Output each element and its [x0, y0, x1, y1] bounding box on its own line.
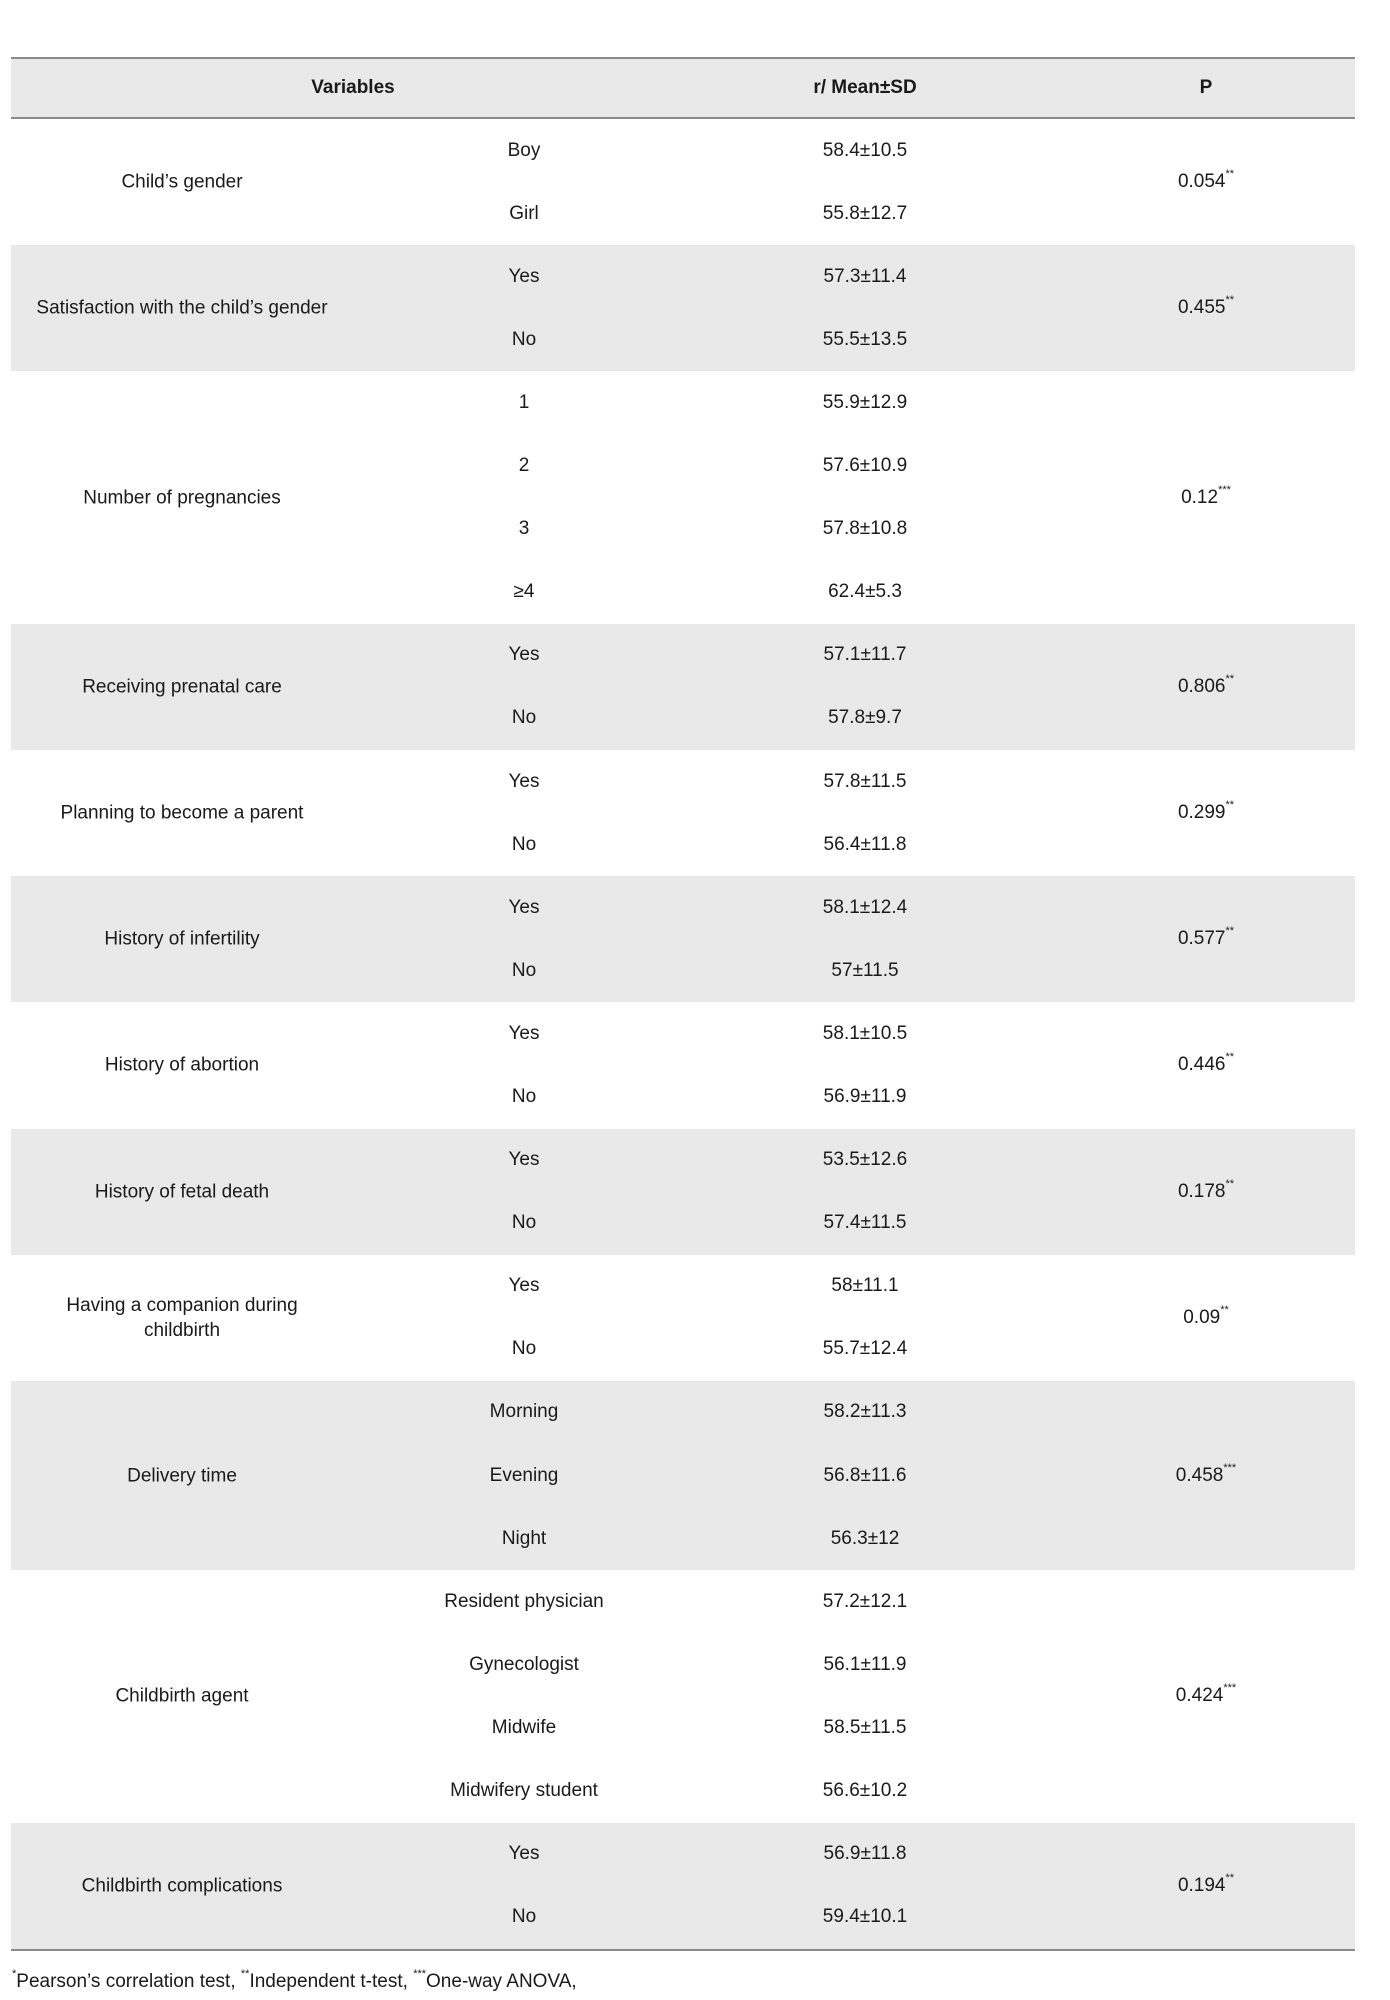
- level-label: Yes: [508, 1022, 540, 1044]
- p-value-test-mark: ***: [1223, 1682, 1237, 1695]
- variable-label: Delivery time: [127, 1465, 237, 1487]
- mean-sd-value: 58.2±11.3: [823, 1401, 907, 1423]
- level-label: Boy: [507, 139, 541, 161]
- table-row-group: [11, 1823, 1355, 1949]
- level-label: Yes: [508, 770, 540, 792]
- p-value-test-mark: **: [1225, 799, 1235, 812]
- level-label: Resident physician: [444, 1590, 604, 1612]
- level-label: No: [511, 959, 537, 981]
- mean-sd-value: 57.1±11.7: [823, 644, 907, 666]
- level-label: 1: [518, 391, 530, 413]
- p-value-test-mark: **: [1220, 1303, 1229, 1316]
- p-value: [1177, 672, 1235, 698]
- mean-sd-value: 57.2±12.1: [822, 1590, 908, 1612]
- p-value: [1177, 925, 1235, 950]
- footnote-mark: *: [12, 1968, 17, 1980]
- footnote-mark: ***: [413, 1968, 427, 1980]
- footnote-mark: **: [240, 1968, 250, 1980]
- mean-sd-value: 59.4±10.1: [822, 1906, 908, 1928]
- level-label: Yes: [508, 1149, 540, 1171]
- level-label: No: [511, 1338, 537, 1360]
- mean-sd-value: 56.6±10.2: [822, 1780, 908, 1802]
- table-row-group: [11, 1255, 1355, 1381]
- table-row-group: [11, 876, 1355, 1002]
- table-body: [11, 119, 1355, 1949]
- variable-label: History of abortion: [104, 1054, 260, 1076]
- p-value-number: 0.458: [1175, 1464, 1224, 1486]
- table-row-group: [11, 750, 1355, 876]
- p-value-test-mark: **: [1225, 168, 1235, 181]
- mean-sd-value: 55.8±12.7: [822, 202, 908, 224]
- mean-sd-value: 56.9±11.8: [823, 1843, 907, 1865]
- mean-sd-value: 55.7±12.4: [822, 1338, 908, 1360]
- p-value: [1177, 1051, 1235, 1076]
- level-label: Yes: [508, 644, 540, 666]
- p-value-test-mark: **: [1225, 925, 1235, 938]
- table-row-group: [11, 624, 1355, 750]
- mean-sd-value: 56.8±11.6: [823, 1464, 907, 1486]
- mean-sd-value: 56.9±11.9: [823, 1085, 907, 1107]
- level-label: 2: [518, 455, 530, 477]
- level-label: No: [511, 1906, 537, 1928]
- p-value-number: 0.577: [1177, 928, 1226, 950]
- variable-label: Having a companion during childbirth: [66, 1294, 298, 1341]
- table-bottom-rule: [11, 1949, 1355, 1951]
- variable-label: Childbirth complications: [81, 1875, 283, 1897]
- variable-label: Number of pregnancies: [83, 487, 281, 509]
- p-value-test-mark: **: [1225, 672, 1235, 685]
- p-value-test-mark: **: [1225, 1051, 1235, 1064]
- level-label: Yes: [508, 1275, 540, 1297]
- table-row-group: [11, 1381, 1355, 1570]
- table-row-group: [11, 1570, 1355, 1822]
- variable-label: History of infertility: [104, 928, 260, 950]
- mean-sd-value: 58.1±12.4: [822, 896, 908, 918]
- p-value-number: 0.12: [1181, 486, 1219, 508]
- p-value: [1183, 1303, 1229, 1329]
- table-row-group: [11, 1129, 1355, 1255]
- level-label: No: [511, 328, 537, 350]
- level-label: Morning: [489, 1401, 559, 1423]
- level-label: ≥4: [513, 581, 535, 603]
- level-label: No: [511, 1212, 537, 1234]
- p-value-number: 0.424: [1175, 1685, 1224, 1707]
- mean-sd-value: 57.8±11.5: [823, 770, 907, 792]
- table-row-group: [11, 371, 1355, 623]
- level-label: No: [511, 1085, 537, 1107]
- level-label: Yes: [508, 896, 540, 918]
- mean-sd-value: 55.5±13.5: [822, 328, 908, 350]
- p-value-test-mark: ***: [1218, 483, 1231, 496]
- level-label: No: [511, 707, 537, 729]
- variable-label: Satisfaction with the child’s gender: [36, 297, 328, 319]
- p-value: [1181, 483, 1231, 509]
- mean-sd-value: 57±11.5: [831, 959, 899, 981]
- level-label: Midwifery student: [450, 1780, 598, 1802]
- header-mean-sd: r/ Mean±SD: [813, 77, 917, 98]
- p-value-number: 0.455: [1177, 297, 1226, 319]
- mean-sd-value: 58.4±10.5: [822, 139, 908, 161]
- mean-sd-value: 57.6±10.9: [822, 455, 908, 477]
- table-row-group: [11, 119, 1355, 245]
- level-label: Yes: [508, 265, 540, 287]
- p-value-test-mark: ***: [1223, 1461, 1237, 1474]
- level-label: Evening: [489, 1464, 559, 1486]
- variable-label: Child’s gender: [121, 171, 243, 193]
- p-value: [1175, 1682, 1237, 1707]
- p-value-test-mark: **: [1225, 1871, 1235, 1884]
- p-value-test-mark: **: [1225, 294, 1235, 307]
- p-value: [1177, 294, 1235, 319]
- footnote-text: One-way ANOVA,: [426, 1971, 577, 1992]
- level-label: Yes: [508, 1843, 540, 1865]
- p-value-number: 0.054: [1177, 171, 1226, 193]
- table-row-group: [11, 245, 1355, 371]
- p-value-test-mark: **: [1225, 1177, 1235, 1190]
- mean-sd-value: 57.8±10.8: [822, 518, 908, 540]
- mean-sd-value: 58.5±11.5: [823, 1716, 907, 1738]
- mean-sd-value: 53.5±12.6: [822, 1149, 908, 1171]
- p-value-number: 0.299: [1177, 802, 1226, 824]
- table-row-group: [11, 1002, 1355, 1128]
- p-value-number: 0.09: [1183, 1306, 1221, 1328]
- mean-sd-value: 58±11.1: [831, 1275, 899, 1297]
- mean-sd-value: 57.8±9.7: [828, 707, 902, 729]
- level-label: 3: [518, 518, 530, 540]
- footnote: [12, 1968, 577, 1993]
- footnote-text: Pearson’s correlation test,: [16, 1971, 241, 1992]
- header-variables: Variables: [311, 77, 395, 98]
- header-p: P: [1199, 77, 1213, 98]
- p-value-number: 0.194: [1177, 1874, 1226, 1896]
- p-value: [1175, 1461, 1237, 1487]
- level-label: Midwife: [491, 1716, 557, 1738]
- variable-label: Receiving prenatal care: [82, 676, 282, 698]
- p-value-number: 0.178: [1177, 1180, 1226, 1202]
- level-label: Gynecologist: [469, 1653, 579, 1675]
- p-value: [1177, 1177, 1235, 1203]
- mean-sd-value: 56.1±11.9: [823, 1653, 907, 1675]
- results-table: [11, 57, 1355, 1951]
- mean-sd-value: 55.9±12.9: [822, 391, 908, 413]
- mean-sd-value: 58.1±10.5: [822, 1022, 908, 1044]
- p-value: [1177, 799, 1235, 824]
- level-label: Girl: [509, 202, 539, 224]
- variable-label: Childbirth agent: [115, 1685, 249, 1707]
- variable-label: Planning to become a parent: [60, 802, 304, 824]
- level-label: No: [511, 833, 537, 855]
- p-value: [1177, 1871, 1235, 1897]
- p-value-number: 0.806: [1177, 675, 1226, 697]
- table-header: [11, 59, 1355, 117]
- variable-label: History of fetal death: [94, 1181, 270, 1203]
- footnote-text: Independent t-test,: [249, 1971, 414, 1992]
- mean-sd-value: 56.4±11.8: [823, 833, 907, 855]
- p-value-number: 0.446: [1177, 1054, 1226, 1076]
- mean-sd-value: 62.4±5.3: [828, 581, 902, 603]
- p-value: [1177, 168, 1235, 193]
- mean-sd-value: 57.4±11.5: [823, 1212, 907, 1234]
- level-label: Night: [501, 1527, 547, 1549]
- mean-sd-value: 57.3±11.4: [823, 265, 907, 287]
- mean-sd-value: 56.3±12: [830, 1527, 900, 1549]
